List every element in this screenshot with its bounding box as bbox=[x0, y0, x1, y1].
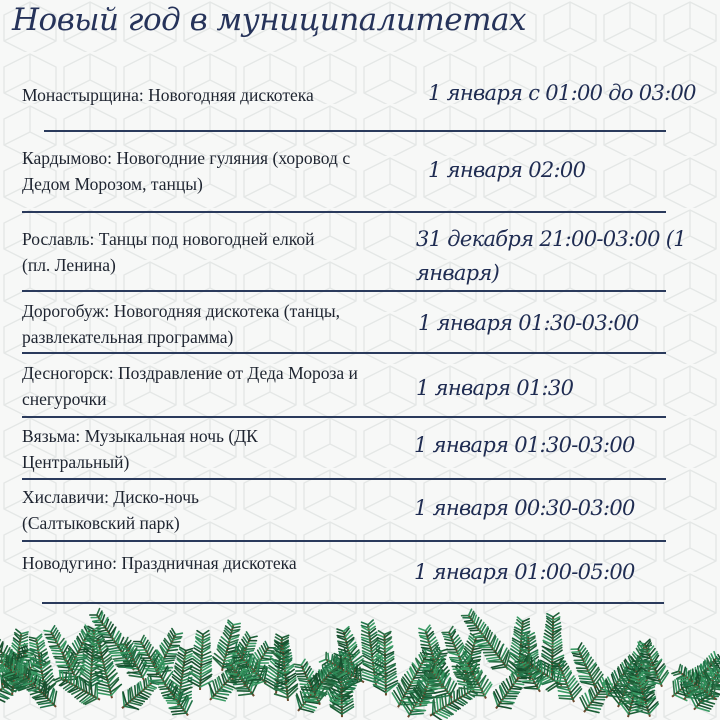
event-place: Дорогобуж: Новогодняя дискотека (танцы, развлекательная программа) bbox=[22, 301, 341, 347]
event-time: 1 января 01:30-03:00 bbox=[418, 311, 639, 335]
event-place: Новодугино: Праздничная дискотека bbox=[22, 553, 297, 573]
event-place: Вязьма: Музыкальная ночь (ДК Центральный) bbox=[22, 426, 258, 472]
event-time: 1 января 02:00 bbox=[428, 158, 586, 182]
event-time: 31 декабря 21:00-03:00 (1 января) bbox=[416, 227, 686, 285]
event-place: Кардымово: Новогодние гуляния (хоровод с Дедом Морозом, танцы) bbox=[22, 148, 351, 194]
event-time: 1 января 01:30-03:00 bbox=[414, 433, 635, 457]
pine-garland bbox=[0, 598, 720, 720]
row-divider bbox=[22, 352, 666, 354]
event-place: Десногорск: Поздравление от Деда Мороза и снегурочки bbox=[22, 363, 358, 409]
row-divider bbox=[44, 130, 666, 132]
event-place: Хиславичи: Диско-ночь (Салтыковский парк) bbox=[22, 487, 200, 533]
event-place: Рославль: Танцы под новогодней елкой (пл. Ленина) bbox=[22, 229, 315, 275]
event-time: 1 января 01:30 bbox=[416, 376, 574, 400]
event-place: Монастырщина: Новогодняя дискотека bbox=[22, 85, 314, 105]
row-divider bbox=[22, 540, 666, 542]
pine-sprig bbox=[571, 643, 603, 688]
row-divider bbox=[22, 478, 666, 480]
row-divider bbox=[22, 211, 666, 213]
event-time: 1 января 00:30-03:00 bbox=[414, 496, 635, 520]
event-time: 1 января с 01:00 до 03:00 bbox=[428, 81, 696, 105]
page-title: Новый год в муниципалитетах bbox=[12, 2, 526, 38]
pine-sprig bbox=[188, 631, 212, 690]
row-divider bbox=[22, 416, 666, 418]
event-time: 1 января 01:00-05:00 bbox=[414, 560, 635, 584]
row-divider bbox=[22, 290, 666, 292]
